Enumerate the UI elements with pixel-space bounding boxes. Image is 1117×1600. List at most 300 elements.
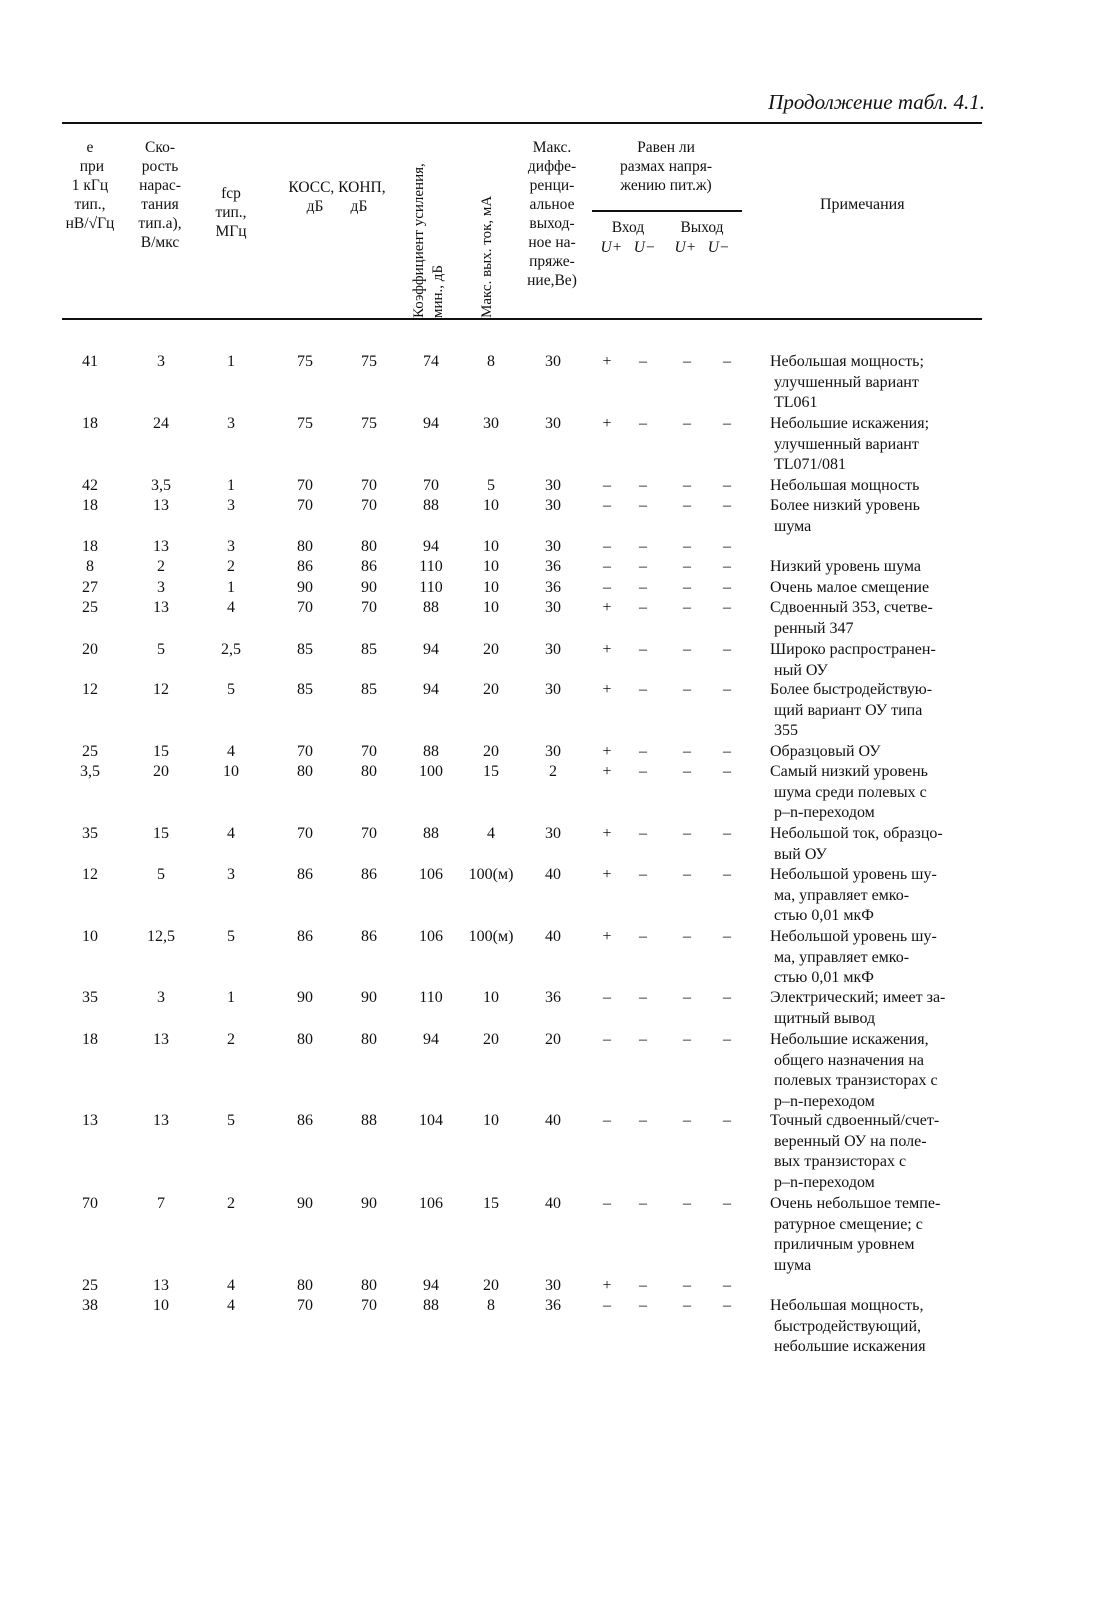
cell-gain: 94 xyxy=(423,1277,439,1294)
cell-rail-sign: – xyxy=(683,866,691,883)
cell-sr: 24 xyxy=(153,415,169,432)
cell-sr: 3 xyxy=(157,579,165,596)
cell-psrr: 70 xyxy=(361,599,377,616)
header-diff-voltage: Макс. диффе- ренци- альное выход- ное на- пряже- ние,Ве) xyxy=(527,139,577,289)
cell-vd: 40 xyxy=(545,1195,561,1212)
cell-rail-sign: – xyxy=(639,928,647,945)
cell-vd: 40 xyxy=(545,866,561,883)
cell-imax: 10 xyxy=(483,989,499,1006)
top-rule xyxy=(62,122,982,124)
cell-rail-sign: – xyxy=(639,825,647,842)
cell-rail-sign: – xyxy=(683,1297,691,1314)
cell-rail-sign: – xyxy=(603,477,611,494)
cell-cmrr: 80 xyxy=(297,1031,313,1048)
cell-imax: 10 xyxy=(483,1112,499,1129)
cell-sr: 3 xyxy=(157,353,165,370)
cell-rail-sign: – xyxy=(723,681,731,698)
cell-f: 3 xyxy=(227,538,235,555)
cell-en: 42 xyxy=(82,477,98,494)
cell-psrr: 90 xyxy=(361,579,377,596)
note-line: приличным уровнем xyxy=(774,1236,915,1254)
cell-gain: 88 xyxy=(423,497,439,514)
cell-psrr: 90 xyxy=(361,989,377,1006)
cell-en: 38 xyxy=(82,1297,98,1314)
cell-gain: 70 xyxy=(423,477,439,494)
cell-rail-sign: – xyxy=(603,1195,611,1212)
cell-psrr: 70 xyxy=(361,825,377,842)
cell-note xyxy=(770,865,985,927)
cell-sr: 3 xyxy=(157,989,165,1006)
note-line: Небольшие искажения; xyxy=(770,415,930,432)
cell-psrr: 80 xyxy=(361,538,377,555)
cell-rail-sign: – xyxy=(683,558,691,575)
cell-vd: 30 xyxy=(545,1277,561,1294)
cell-en: 25 xyxy=(82,1277,98,1294)
cell-en: 35 xyxy=(82,825,98,842)
cell-en: 12 xyxy=(82,681,98,698)
cell-rail-sign: – xyxy=(723,579,731,596)
cell-rail-sign: – xyxy=(603,497,611,514)
cell-rail-sign: – xyxy=(603,1297,611,1314)
cell-vd: 30 xyxy=(545,415,561,432)
cell-f: 5 xyxy=(227,928,235,945)
cell-note xyxy=(770,762,985,824)
cell-sr: 2 xyxy=(157,558,165,575)
cell-sr: 10 xyxy=(153,1297,169,1314)
cell-vd: 30 xyxy=(545,825,561,842)
cell-f: 3 xyxy=(227,497,235,514)
header-slew-rate: Ско- рость нарас- тания тип.a), В/мкс xyxy=(138,139,182,251)
cell-rail-sign: – xyxy=(723,415,731,432)
cell-sr: 13 xyxy=(153,1112,169,1129)
cell-rail-sign: – xyxy=(683,1195,691,1212)
note-line: вых транзисторах с xyxy=(774,1153,907,1171)
cell-f: 4 xyxy=(227,743,235,760)
cell-imax: 20 xyxy=(483,681,499,698)
cell-f: 3 xyxy=(227,415,235,432)
cell-note xyxy=(770,414,985,476)
cell-rail-sign: – xyxy=(683,989,691,1006)
cell-imax: 100(м) xyxy=(468,866,514,883)
cell-rail-sign: – xyxy=(683,641,691,658)
header-max-current: Макс. вых. ток, мА xyxy=(479,195,495,318)
cell-rail-sign: – xyxy=(683,1112,691,1129)
cell-rail-sign: + xyxy=(602,415,612,432)
note-line: TL071/081 xyxy=(774,456,846,474)
cell-gain: 94 xyxy=(423,538,439,555)
cell-rail-sign: – xyxy=(603,1112,611,1129)
cell-en: 41 xyxy=(82,353,98,370)
cell-en: 18 xyxy=(82,538,98,555)
header-notes: Примечания xyxy=(820,196,905,213)
cell-cmrr: 70 xyxy=(297,497,313,514)
cell-rail-sign: – xyxy=(639,989,647,1006)
cell-en: 10 xyxy=(82,928,98,945)
cell-imax: 8 xyxy=(487,353,495,370)
cell-imax: 10 xyxy=(483,579,499,596)
cell-f: 4 xyxy=(227,599,235,616)
cell-rail-sign: + xyxy=(602,681,612,698)
cell-rail-sign: – xyxy=(603,538,611,555)
cell-vd: 30 xyxy=(545,538,561,555)
note-line: полевых транзисторах с xyxy=(774,1072,938,1090)
header-input: Вход xyxy=(611,219,645,236)
cell-rail-sign: – xyxy=(603,579,611,596)
cell-vd: 36 xyxy=(545,989,561,1006)
cell-f: 5 xyxy=(227,681,235,698)
cell-rail-sign: – xyxy=(639,353,647,370)
cell-rail-sign: – xyxy=(639,743,647,760)
cell-imax: 5 xyxy=(487,477,495,494)
cell-gain: 88 xyxy=(423,825,439,842)
note-line: p–n-переходом xyxy=(774,1092,875,1110)
note-line: Электрический; имеет за- xyxy=(770,989,946,1006)
cell-note xyxy=(770,680,985,742)
cell-rail-sign: + xyxy=(602,599,612,616)
cell-f: 4 xyxy=(227,1297,235,1314)
cell-note xyxy=(770,988,985,1029)
cell-sr: 12,5 xyxy=(147,928,175,945)
cell-vd: 40 xyxy=(545,928,561,945)
cell-psrr: 70 xyxy=(361,1297,377,1314)
note-line: быстродействующий, xyxy=(774,1317,922,1335)
cell-psrr: 85 xyxy=(361,681,377,698)
cell-f: 1 xyxy=(227,353,235,370)
cell-gain: 94 xyxy=(423,1031,439,1048)
cell-sr: 15 xyxy=(153,825,169,842)
cell-note xyxy=(770,578,985,599)
cell-rail-sign: – xyxy=(639,599,647,616)
cell-rail-sign: + xyxy=(602,763,612,780)
cell-vd: 30 xyxy=(545,743,561,760)
cell-note xyxy=(770,476,985,497)
cell-gain: 94 xyxy=(423,415,439,432)
cell-vd: 30 xyxy=(545,599,561,616)
note-line: общего назначения на xyxy=(774,1051,925,1069)
cell-sr: 3,5 xyxy=(151,477,171,494)
cell-cmrr: 90 xyxy=(297,579,313,596)
cell-rail-sign: – xyxy=(723,599,731,616)
cell-imax: 30 xyxy=(483,415,499,432)
cell-cmrr: 85 xyxy=(297,681,313,698)
cell-en: 18 xyxy=(82,1031,98,1048)
cell-cmrr: 86 xyxy=(297,928,313,945)
note-line: улучшенный вариант xyxy=(774,435,919,453)
cell-rail-sign: – xyxy=(723,866,731,883)
cell-gain: 88 xyxy=(423,743,439,760)
cell-en: 3,5 xyxy=(80,763,100,780)
rail-subheader-rule xyxy=(592,210,742,212)
header-cmrr-psrr: КОСС, КОНП, дБ дБ xyxy=(288,179,386,215)
cell-rail-sign: – xyxy=(639,1277,647,1294)
note-line: веренный ОУ на поле- xyxy=(774,1132,927,1150)
cell-en: 27 xyxy=(82,579,98,596)
cell-rail-sign: – xyxy=(723,1277,731,1294)
note-line: ратурное смещение; с xyxy=(774,1215,923,1233)
cell-rail-sign: – xyxy=(683,415,691,432)
cell-note xyxy=(770,1296,985,1358)
note-line: Небольшая мощность; xyxy=(770,353,924,370)
cell-imax: 10 xyxy=(483,558,499,575)
note-line: вый ОУ xyxy=(774,845,827,863)
cell-en: 18 xyxy=(82,415,98,432)
cell-rail-sign: – xyxy=(639,579,647,596)
note-line: Образцовый ОУ xyxy=(770,743,881,760)
cell-rail-sign: + xyxy=(602,641,612,658)
cell-vd: 36 xyxy=(545,579,561,596)
cell-sr: 13 xyxy=(153,1277,169,1294)
note-line: Небольшой уровень шу- xyxy=(770,866,937,883)
cell-rail-sign: – xyxy=(723,538,731,555)
cell-sr: 13 xyxy=(153,497,169,514)
cell-cmrr: 70 xyxy=(297,743,313,760)
cell-gain: 110 xyxy=(419,558,443,575)
note-line: Очень малое смещение xyxy=(770,579,930,596)
cell-gain: 100 xyxy=(419,763,443,780)
cell-rail-sign: – xyxy=(683,681,691,698)
note-line: шума среди полевых с xyxy=(774,783,927,801)
cell-vd: 30 xyxy=(545,353,561,370)
table-caption: Продолжение табл. 4.1. xyxy=(768,90,985,114)
cell-f: 1 xyxy=(227,989,235,1006)
cell-rail-sign: – xyxy=(639,1112,647,1129)
cell-cmrr: 70 xyxy=(297,477,313,494)
cell-rail-sign: – xyxy=(683,825,691,842)
cell-en: 25 xyxy=(82,599,98,616)
cell-gain: 94 xyxy=(423,641,439,658)
cell-note xyxy=(770,557,985,578)
cell-f: 10 xyxy=(223,763,239,780)
note-line: улучшенный вариант xyxy=(774,373,919,391)
cell-rail-sign: – xyxy=(639,866,647,883)
cell-rail-sign: – xyxy=(639,497,647,514)
cell-rail-sign: – xyxy=(723,989,731,1006)
note-line: стью 0,01 мкФ xyxy=(774,907,874,925)
cell-note xyxy=(770,742,985,763)
cell-rail-sign: + xyxy=(602,866,612,883)
cell-vd: 36 xyxy=(545,1297,561,1314)
note-line: Небольшой уровень шу- xyxy=(770,928,937,945)
cell-rail-sign: – xyxy=(723,1031,731,1048)
cell-rail-sign: – xyxy=(683,353,691,370)
cell-en: 13 xyxy=(82,1112,98,1129)
cell-rail-sign: – xyxy=(639,558,647,575)
cell-vd: 2 xyxy=(549,763,557,780)
cell-sr: 13 xyxy=(153,599,169,616)
cell-f: 1 xyxy=(227,579,235,596)
cell-vd: 30 xyxy=(545,681,561,698)
cell-f: 2 xyxy=(227,558,235,575)
cell-vd: 20 xyxy=(545,1031,561,1048)
cell-rail-sign: – xyxy=(723,1297,731,1314)
cell-rail-sign: – xyxy=(723,763,731,780)
note-line: Очень небольшое темпе- xyxy=(770,1195,941,1212)
note-line: шума xyxy=(774,1256,812,1274)
cell-f: 5 xyxy=(227,1112,235,1129)
cell-rail-sign: + xyxy=(602,743,612,760)
cell-rail-sign: – xyxy=(723,558,731,575)
cell-psrr: 70 xyxy=(361,743,377,760)
cell-en: 12 xyxy=(82,866,98,883)
cell-rail-sign: – xyxy=(683,763,691,780)
cell-rail-sign: + xyxy=(602,928,612,945)
cell-cmrr: 70 xyxy=(297,1297,313,1314)
cell-cmrr: 90 xyxy=(297,989,313,1006)
cell-gain: 106 xyxy=(419,866,443,883)
cell-note xyxy=(770,598,985,639)
note-line: шума xyxy=(774,517,812,535)
cell-imax: 100(м) xyxy=(468,928,514,945)
cell-imax: 15 xyxy=(483,763,499,780)
cell-imax: 10 xyxy=(483,538,499,555)
cell-imax: 20 xyxy=(483,1277,499,1294)
cell-vd: 30 xyxy=(545,641,561,658)
cell-rail-sign: – xyxy=(639,477,647,494)
cell-note xyxy=(770,496,985,537)
cell-sr: 15 xyxy=(153,743,169,760)
cell-psrr: 86 xyxy=(361,866,377,883)
cell-rail-sign: – xyxy=(683,599,691,616)
cell-rail-sign: – xyxy=(639,641,647,658)
cell-rail-sign: + xyxy=(602,825,612,842)
cell-imax: 8 xyxy=(487,1297,495,1314)
cell-imax: 20 xyxy=(483,641,499,658)
note-line: p–n-переходом xyxy=(774,804,875,822)
cell-f: 2 xyxy=(227,1195,235,1212)
cell-cmrr: 70 xyxy=(297,599,313,616)
cell-rail-sign: – xyxy=(639,1031,647,1048)
header-rail-to-rail: Равен ли размах напря- жению пит.ж) xyxy=(619,139,713,194)
cell-cmrr: 75 xyxy=(297,415,313,432)
header-output-polarity: U+ U− xyxy=(674,239,730,256)
cell-rail-sign: – xyxy=(723,477,731,494)
note-line: Более быстродействую- xyxy=(770,681,933,698)
cell-rail-sign: – xyxy=(683,1277,691,1294)
cell-rail-sign: – xyxy=(723,641,731,658)
cell-gain: 88 xyxy=(423,1297,439,1314)
cell-psrr: 75 xyxy=(361,353,377,370)
cell-rail-sign: – xyxy=(723,353,731,370)
cell-imax: 4 xyxy=(487,825,495,842)
note-line: ный ОУ xyxy=(774,661,828,679)
cell-imax: 20 xyxy=(483,1031,499,1048)
note-line: ма, управляет емко- xyxy=(774,886,910,904)
cell-f: 3 xyxy=(227,866,235,883)
cell-rail-sign: – xyxy=(603,1031,611,1048)
cell-rail-sign: – xyxy=(683,928,691,945)
cell-psrr: 80 xyxy=(361,763,377,780)
cell-rail-sign: – xyxy=(723,1112,731,1129)
cell-en: 8 xyxy=(86,558,94,575)
note-line: ма, управляет емко- xyxy=(774,948,910,966)
cell-rail-sign: – xyxy=(683,497,691,514)
note-line: небольшие искажения xyxy=(774,1338,926,1356)
cell-f: 4 xyxy=(227,1277,235,1294)
cell-gain: 110 xyxy=(419,579,443,596)
cell-psrr: 75 xyxy=(361,415,377,432)
cell-rail-sign: – xyxy=(723,743,731,760)
note-line: щий вариант ОУ типа xyxy=(774,701,923,719)
cell-gain: 106 xyxy=(419,928,443,945)
cell-en: 35 xyxy=(82,989,98,1006)
cell-cmrr: 80 xyxy=(297,763,313,780)
cell-cmrr: 80 xyxy=(297,538,313,555)
note-line: p–n-переходом xyxy=(774,1173,875,1191)
cell-f: 1 xyxy=(227,477,235,494)
cell-gain: 110 xyxy=(419,989,443,1006)
cell-note xyxy=(770,640,985,681)
cell-psrr: 86 xyxy=(361,928,377,945)
cell-psrr: 86 xyxy=(361,558,377,575)
cell-rail-sign: – xyxy=(723,825,731,842)
cell-sr: 7 xyxy=(157,1195,165,1212)
cell-cmrr: 75 xyxy=(297,353,313,370)
cell-rail-sign: – xyxy=(723,1195,731,1212)
note-line: стью 0,01 мкФ xyxy=(774,969,874,987)
cell-vd: 30 xyxy=(545,497,561,514)
cell-en: 70 xyxy=(82,1195,98,1212)
cell-en: 20 xyxy=(82,641,98,658)
cell-note xyxy=(770,1111,985,1193)
header-output: Выход xyxy=(680,219,724,236)
cell-f: 2 xyxy=(227,1031,235,1048)
note-line: Небольшой ток, образцо- xyxy=(770,825,943,842)
cell-cmrr: 86 xyxy=(297,866,313,883)
cell-note xyxy=(770,824,985,865)
cell-f: 4 xyxy=(227,825,235,842)
cell-note xyxy=(770,927,985,989)
cell-cmrr: 86 xyxy=(297,1112,313,1129)
cell-note xyxy=(770,1194,985,1276)
note-line: Точный сдвоенный/счет- xyxy=(770,1112,940,1129)
cell-psrr: 80 xyxy=(361,1277,377,1294)
cell-rail-sign: + xyxy=(602,353,612,370)
cell-sr: 13 xyxy=(153,1031,169,1048)
cell-rail-sign: – xyxy=(603,558,611,575)
cell-psrr: 88 xyxy=(361,1112,377,1129)
note-line: Широко распространен- xyxy=(770,641,936,658)
note-line: 355 xyxy=(774,722,798,740)
cell-imax: 10 xyxy=(483,599,499,616)
note-line: Сдвоенный 353, счетве- xyxy=(770,599,933,616)
header-bottom-rule xyxy=(62,318,982,320)
cell-f: 2,5 xyxy=(221,641,241,658)
cell-en: 25 xyxy=(82,743,98,760)
cell-cmrr: 70 xyxy=(297,825,313,842)
cell-sr: 5 xyxy=(157,641,165,658)
cell-sr: 12 xyxy=(153,681,169,698)
cell-rail-sign: – xyxy=(639,415,647,432)
cell-note xyxy=(770,1030,985,1112)
header-unity-frequency: fср тип., МГц xyxy=(215,185,247,240)
cell-sr: 5 xyxy=(157,866,165,883)
note-line: Самый низкий уровень xyxy=(770,763,928,780)
cell-gain: 74 xyxy=(423,353,439,370)
cell-vd: 30 xyxy=(545,477,561,494)
cell-rail-sign: + xyxy=(602,1277,612,1294)
cell-rail-sign: – xyxy=(723,497,731,514)
cell-rail-sign: – xyxy=(683,538,691,555)
cell-rail-sign: – xyxy=(683,1031,691,1048)
cell-rail-sign: – xyxy=(639,681,647,698)
cell-imax: 15 xyxy=(483,1195,499,1212)
header-input-polarity: U+ U− xyxy=(600,239,656,256)
note-line: ренный 347 xyxy=(774,619,854,637)
cell-en: 18 xyxy=(82,497,98,514)
cell-gain: 88 xyxy=(423,599,439,616)
cell-vd: 36 xyxy=(545,558,561,575)
cell-psrr: 90 xyxy=(361,1195,377,1212)
